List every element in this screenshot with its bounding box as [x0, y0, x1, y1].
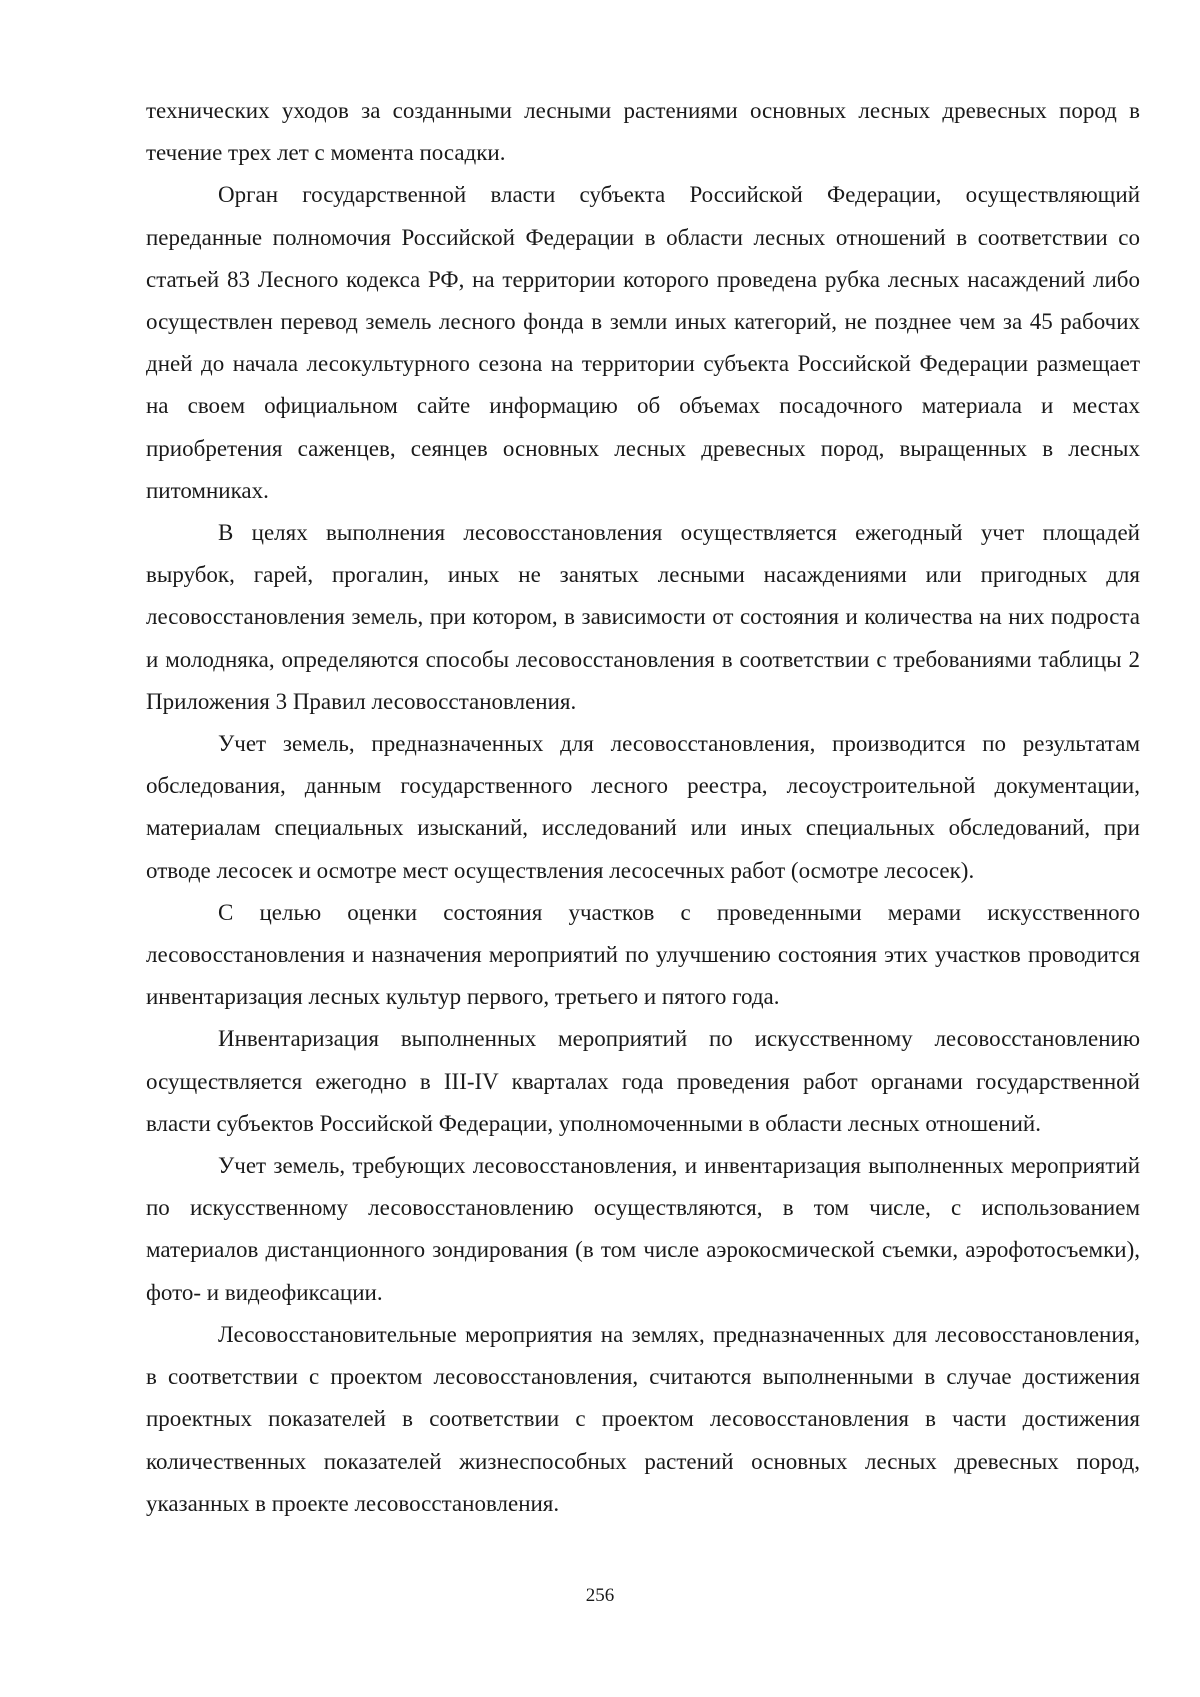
paragraph-5: С целью оценки состояния участков с проведенными мерами искусственного лесовосстановления и назначения мероприятий по улучшению состояния этих участков проводится инвентаризация лесных культур первого, третьего и пятого года. — [146, 899, 1140, 1010]
paragraph-6: Инвентаризация выполненных мероприятий по искусственному лесовосстановлению осуществляется ежегодно в III-IV кварталах года проведения работ органами государственной власти субъектов Российской Федерации, уполномоченными в области лесных отношений. — [146, 1026, 1140, 1136]
page-number: 256 — [585, 1585, 615, 1606]
paragraph-3: В целях выполнения лесовосстановления осуществляется ежегодный учет площадей вырубок, гарей, прогалин, иных не занятых лесными насаждениями или пригодных для лесовосстановления земель, при котором, в зависимости от состояния и количества на них подроста и молодняка, определяются способы лесовосстановления в соответствии с требованиями таблицы 2 Приложения 3 Правил лесовосстановления. — [146, 520, 1140, 714]
body-text — [146, 90, 1140, 1525]
paragraph-2: Орган государственной власти субъекта Российской Федерации, осуществляющий переданные полномочия Российской Федерации в области лесных отношений в соответствии со статьей 83 Лесного кодекса РФ, на территории которого проведена рубка лесных насаждений либо осуществлен перевод земель лесного фонда в земли иных категорий, не позднее чем за 45 рабочих дней до начала лесокультурного сезона на территории субъекта Российской Федерации размещает на своем официальном сайте информацию об объемах посадочного материала и местах приобретения саженцев, сеянцев основных лесных древесных пород, выращенных в лесных питомниках. — [146, 182, 1140, 503]
paragraph-8: Лесовосстановительные мероприятия на землях, предназначенных для лесовосстановления, в соответствии с проектом лесовосстановления, считаются выполненными в случае достижения проектных показателей в соответствии с проектом лесовосстановления в части достижения количественных показателей жизнеспособных растений основных лесных древесных пород, указанных в проекте лесовосстановления. — [146, 1321, 1140, 1516]
paragraph-7: Учет земель, требующих лесовосстановления, и инвентаризация выполненных мероприятий по искусственному лесовосстановлению осуществляются, в том числе, с использованием материалов дистанционного зондирования (в том числе аэрокосмической съемки, аэрофотосъемки), фото- и видеофиксации. — [146, 1153, 1140, 1305]
paragraph-1: технических уходов за созданными лесными растениями основных лесных древесных пород в течение трех лет с момента посадки. — [146, 98, 1140, 166]
paragraph-4: Учет земель, предназначенных для лесовосстановления, производится по результатам обследования, данным государственного лесного реестра, лесоустроительной документации, материалам специальных изысканий, исследований или иных специальных обследований, при отводе лесосек и осмотре мест осуществления лесосечных работ (осмотре лесосек). — [146, 731, 1140, 883]
